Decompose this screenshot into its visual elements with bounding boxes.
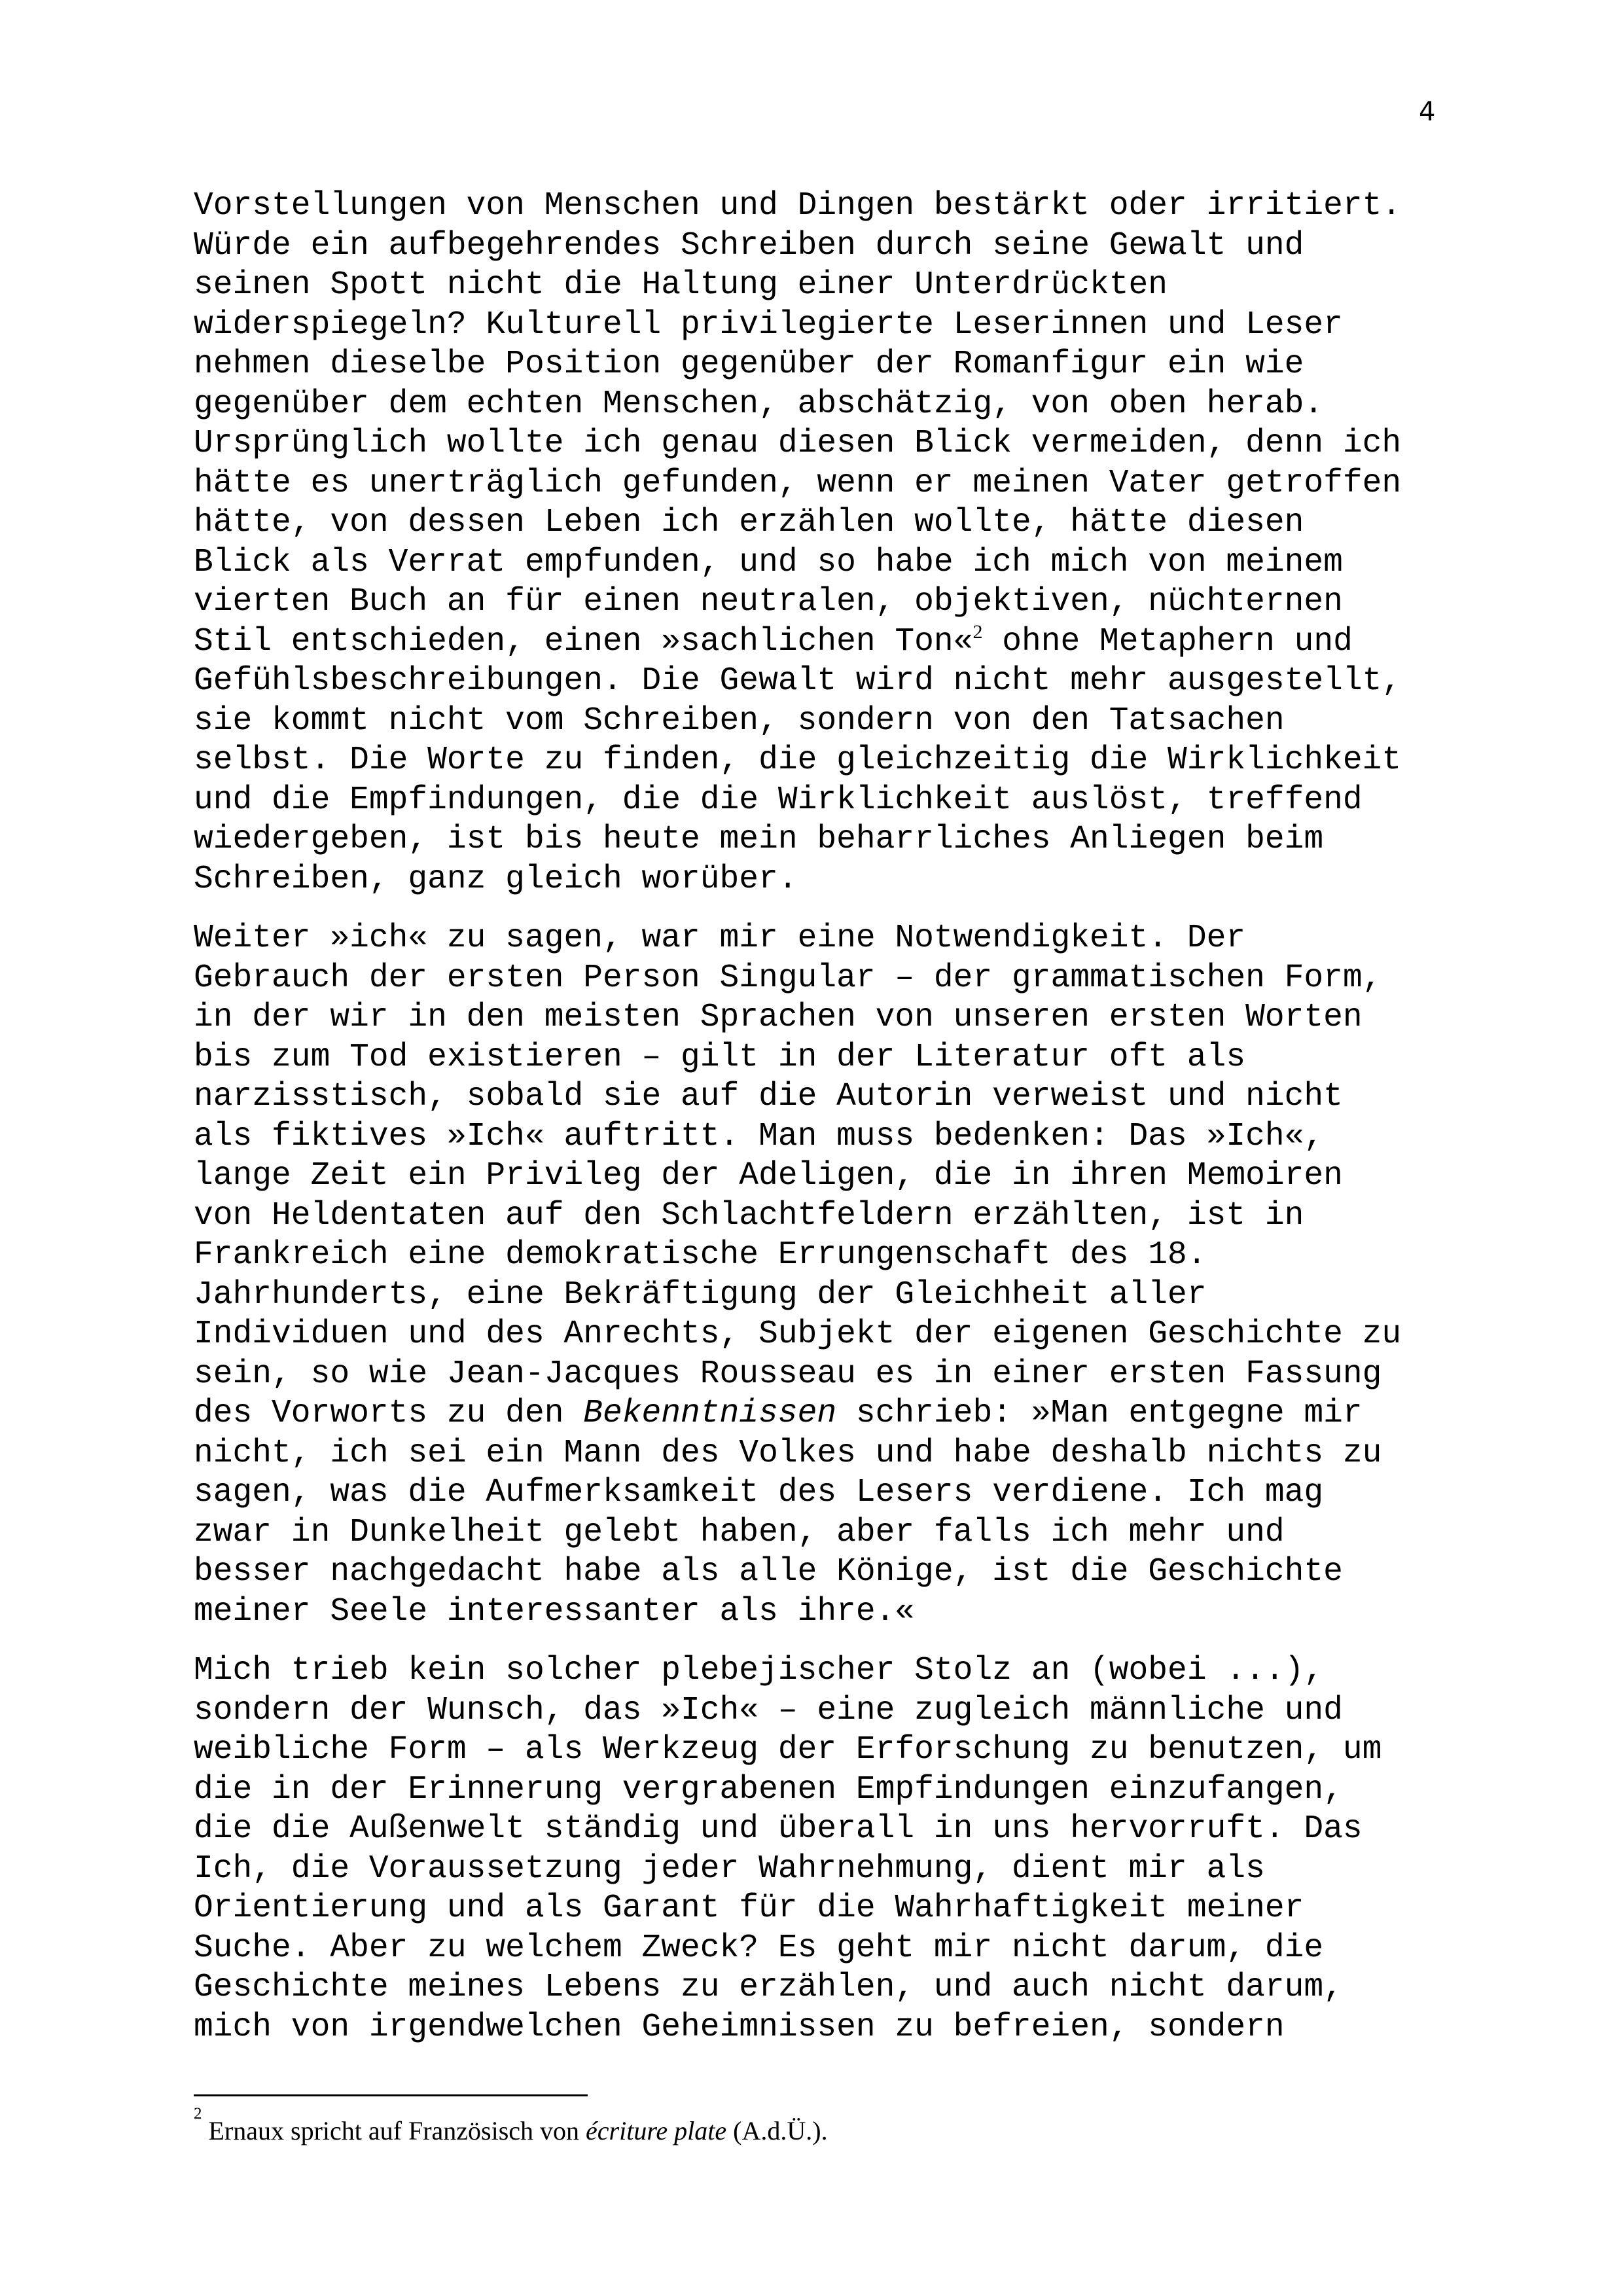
- footnote-reference[interactable]: 2: [972, 620, 983, 643]
- text-line-with-footnote-ref: [194, 622, 1437, 662]
- text-line: widerspiegeln? Kulturell privilegierte Leserinnen und Leser: [194, 306, 1343, 343]
- text-line: von Heldentaten auf den Schlachtfeldern erzählten, ist in: [194, 1196, 1304, 1234]
- text-segment: des Vorworts zu den: [194, 1395, 584, 1431]
- paragraph-2: [194, 918, 1437, 1631]
- text-line: sondern der Wunsch, das »Ich« – eine zugleich männliche und: [194, 1691, 1343, 1729]
- text-line: hätte es unerträglich gefunden, wenn er meinen Vater getroffen: [194, 464, 1402, 501]
- text-line: seinen Spott nicht die Haltung einer Unterdrückten: [194, 266, 1168, 303]
- text-line: Schreiben, ganz gleich worüber.: [194, 860, 798, 897]
- text-line: gegenüber dem echten Menschen, abschätzig, von oben herab.: [194, 385, 1324, 422]
- text-line: und die Empfindungen, die die Wirklichkeit auslöst, treffend: [194, 781, 1363, 818]
- text-line: hätte, von dessen Leben ich erzählen wollte, hätte diesen: [194, 504, 1304, 541]
- text-line: mich von irgendwelchen Geheimnissen zu befreien, sondern: [194, 2008, 1285, 2045]
- text-line: nicht, ich sei ein Mann des Volkes und habe deshalb nichts zu: [194, 1434, 1382, 1471]
- text-line: nehmen dieselbe Position gegenüber der Romanfigur ein wie: [194, 346, 1304, 382]
- text-line: Geschichte meines Lebens zu erzählen, und auch nicht darum,: [194, 1969, 1343, 2005]
- text-line: Blick als Verrat empfunden, und so habe ich mich von meinem: [194, 543, 1343, 581]
- text-line: Jahrhunderts, eine Bekräftigung der Gleichheit aller: [194, 1276, 1207, 1313]
- text-segment: ohne Metaphern und: [982, 622, 1353, 660]
- text-line: als fiktives »Ich« auftritt. Man muss bedenken: Das »Ich«,: [194, 1117, 1324, 1155]
- text-line: die die Außenwelt ständig und überall in uns hervorruft. Das: [194, 1810, 1363, 1847]
- text-line: Ich, die Voraussetzung jeder Wahrnehmung, dient mir als: [194, 1850, 1265, 1887]
- text-line: Mich trieb kein solcher plebejischer Stolz an (wobei ...),: [194, 1652, 1324, 1689]
- text-line: Würde ein aufbegehrendes Schreiben durch seine Gewalt und: [194, 226, 1304, 264]
- text-line: wiedergeben, ist bis heute mein beharrliches Anliegen beim: [194, 821, 1324, 857]
- page-number: 4: [1419, 97, 1436, 127]
- text-line: sein, so wie Jean-Jacques Rousseau es in einer ersten Fassung: [194, 1355, 1382, 1392]
- text-line: meiner Seele interessanter als ihre.«: [194, 1592, 915, 1630]
- text-line: Suche. Aber zu welchem Zweck? Es geht mir nicht darum, die: [194, 1929, 1324, 1966]
- paragraph-3: [194, 1651, 1437, 2047]
- text-line: in der wir in den meisten Sprachen von unseren ersten Worten: [194, 999, 1363, 1035]
- text-line: narzisstisch, sobald sie auf die Autorin verweist und nicht: [194, 1078, 1343, 1115]
- text-line: besser nachgedacht habe als alle Könige, ist die Geschichte: [194, 1553, 1343, 1590]
- paragraph-1: [194, 186, 1437, 899]
- text-line: Orientierung und als Garant für die Wahrhaftigkeit meiner: [194, 1890, 1304, 1926]
- text-line: sagen, was die Aufmerksamkeit des Lesers verdiene. Ich mag: [194, 1474, 1324, 1511]
- book-title: Bekenntnissen: [583, 1395, 837, 1431]
- text-line: selbst. Die Worte zu finden, die gleichzeitig die Wirklichkeit: [194, 742, 1402, 778]
- text-line: Gebrauch der ersten Person Singular – der grammatischen Form,: [194, 959, 1382, 996]
- text-line: bis zum Tod existieren – gilt in der Literatur oft als: [194, 1038, 1246, 1075]
- text-line: die in der Erinnerung vergrabenen Empfindungen einzufangen,: [194, 1770, 1343, 1808]
- text-segment: Stil entschieden, einen »sachlichen Ton«: [194, 622, 973, 660]
- text-line: zwar in Dunkelheit gelebt haben, aber falls ich mehr und: [194, 1513, 1285, 1551]
- text-line: sie kommt nicht vom Schreiben, sondern von den Tatsachen: [194, 702, 1285, 739]
- footnote-marker: 2: [194, 2105, 202, 2123]
- text-line: Gefühlsbeschreibungen. Die Gewalt wird nicht mehr ausgestellt,: [194, 662, 1402, 699]
- footnote: [194, 2105, 1437, 2147]
- text-line: vierten Buch an für einen neutralen, objektiven, nüchternen: [194, 583, 1343, 620]
- text-line: Individuen und des Anrechts, Subjekt der eigenen Geschichte zu: [194, 1316, 1402, 1352]
- text-line-with-title: [194, 1393, 1437, 1433]
- text-line: Frankreich eine demokratische Errungenschaft des 18.: [194, 1236, 1207, 1273]
- text-segment: schrieb: »Man entgegne mir: [836, 1395, 1363, 1431]
- text-line: Vorstellungen von Menschen und Dingen bestärkt oder irritiert.: [194, 187, 1402, 224]
- text-line: Ursprünglich wollte ich genau diesen Blick vermeiden, denn ich: [194, 425, 1402, 461]
- text-line: lange Zeit ein Privileg der Adeligen, die in ihren Memoiren: [194, 1157, 1343, 1194]
- text-line: Weiter »ich« zu sagen, war mir eine Notwendigkeit. Der: [194, 920, 1246, 956]
- footnote-separator: [194, 2094, 588, 2096]
- footnote-text: Ernaux spricht auf Französisch von: [202, 2116, 586, 2145]
- body-text: [194, 186, 1437, 2066]
- footnote-text-end: (A.d.Ü.).: [726, 2116, 828, 2145]
- footnote-italic-term: écriture plate: [586, 2116, 727, 2145]
- text-line: weibliche Form – als Werkzeug der Erforschung zu benutzen, um: [194, 1731, 1382, 1768]
